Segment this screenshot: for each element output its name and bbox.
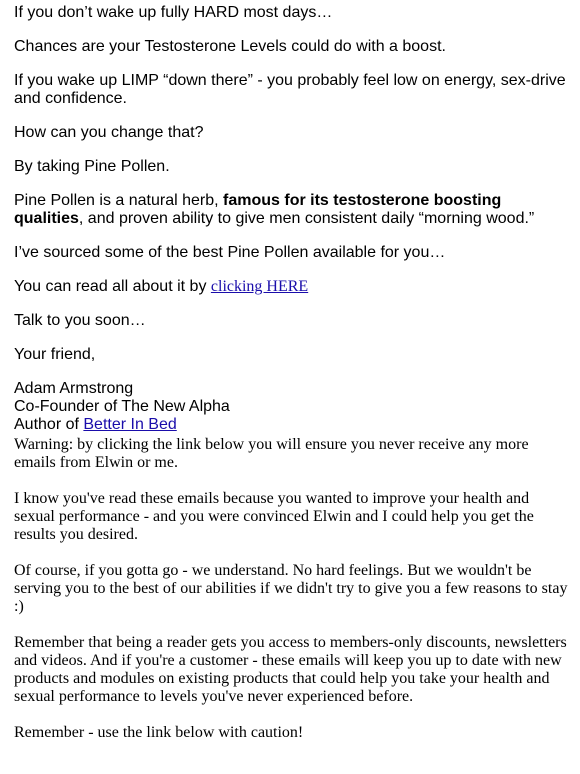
signature-author-line bbox=[14, 416, 570, 434]
pine-pollen-description-start: Pine Pollen is a natural herb, bbox=[14, 192, 224, 209]
warning-paragraph: Warning: by clicking the link below you will ensure you never receive any more emails from Elwin or me. bbox=[14, 436, 529, 471]
pine-pollen-highlight: famous for its testosterone boosting qualities bbox=[14, 192, 502, 227]
signature-block bbox=[14, 380, 570, 434]
email-body bbox=[14, 4, 570, 760]
intro-line-question: How can you change that? bbox=[14, 124, 204, 141]
signature-name: Adam Armstrong bbox=[14, 380, 134, 397]
sourced-line: I’ve sourced some of the best Pine Pollen available for you… bbox=[14, 244, 446, 261]
benefits-paragraph: Remember that being a reader gets you access to members-only discounts, newsletters and videos. And if you're a customer - these emails will keep you up to date with new products and modules on existing products that could help you take your health and sexual performance to levels you've never experienced before. bbox=[14, 634, 567, 705]
sign-off: Your friend, bbox=[14, 346, 96, 363]
read-more-line bbox=[14, 278, 570, 296]
intro-line-answer: By taking Pine Pollen. bbox=[14, 158, 170, 175]
clicking-here-link[interactable]: clicking HERE bbox=[210, 278, 309, 295]
better-in-bed-link[interactable]: Better In Bed bbox=[83, 416, 177, 433]
signature-author-text: Author of bbox=[14, 416, 84, 433]
pine-pollen-description-end: , and proven ability to give men consistent daily “morning wood.” bbox=[78, 210, 535, 227]
intro-line-hard: If you don’t wake up fully HARD most days… bbox=[14, 4, 333, 21]
pine-pollen-description bbox=[14, 192, 570, 228]
caution-paragraph: Remember - use the link below with caution! bbox=[14, 724, 304, 741]
understand-paragraph: Of course, if you gotta go - we understand. No hard feelings. But we wouldn't be serving you to the best of our abilities if we didn't try to give you a few reasons to stay :) bbox=[14, 562, 568, 615]
read-more-text: You can read all about it by bbox=[14, 278, 211, 295]
unsubscribe-warning bbox=[14, 436, 570, 742]
reason-paragraph: I know you've read these emails because you wanted to improve your health and sexual performance - and you were convinced Elwin and I could help you get the results you desired. bbox=[14, 490, 534, 543]
intro-line-testosterone: Chances are your Testosterone Levels could do with a boost. bbox=[14, 38, 446, 55]
email-main-copy bbox=[14, 4, 570, 434]
signature-title: Co-Founder of The New Alpha bbox=[14, 398, 230, 415]
talk-soon-line: Talk to you soon… bbox=[14, 312, 146, 329]
intro-line-limp: If you wake up LIMP “down there” - you probably feel low on energy, sex-drive and confidence. bbox=[14, 72, 566, 107]
